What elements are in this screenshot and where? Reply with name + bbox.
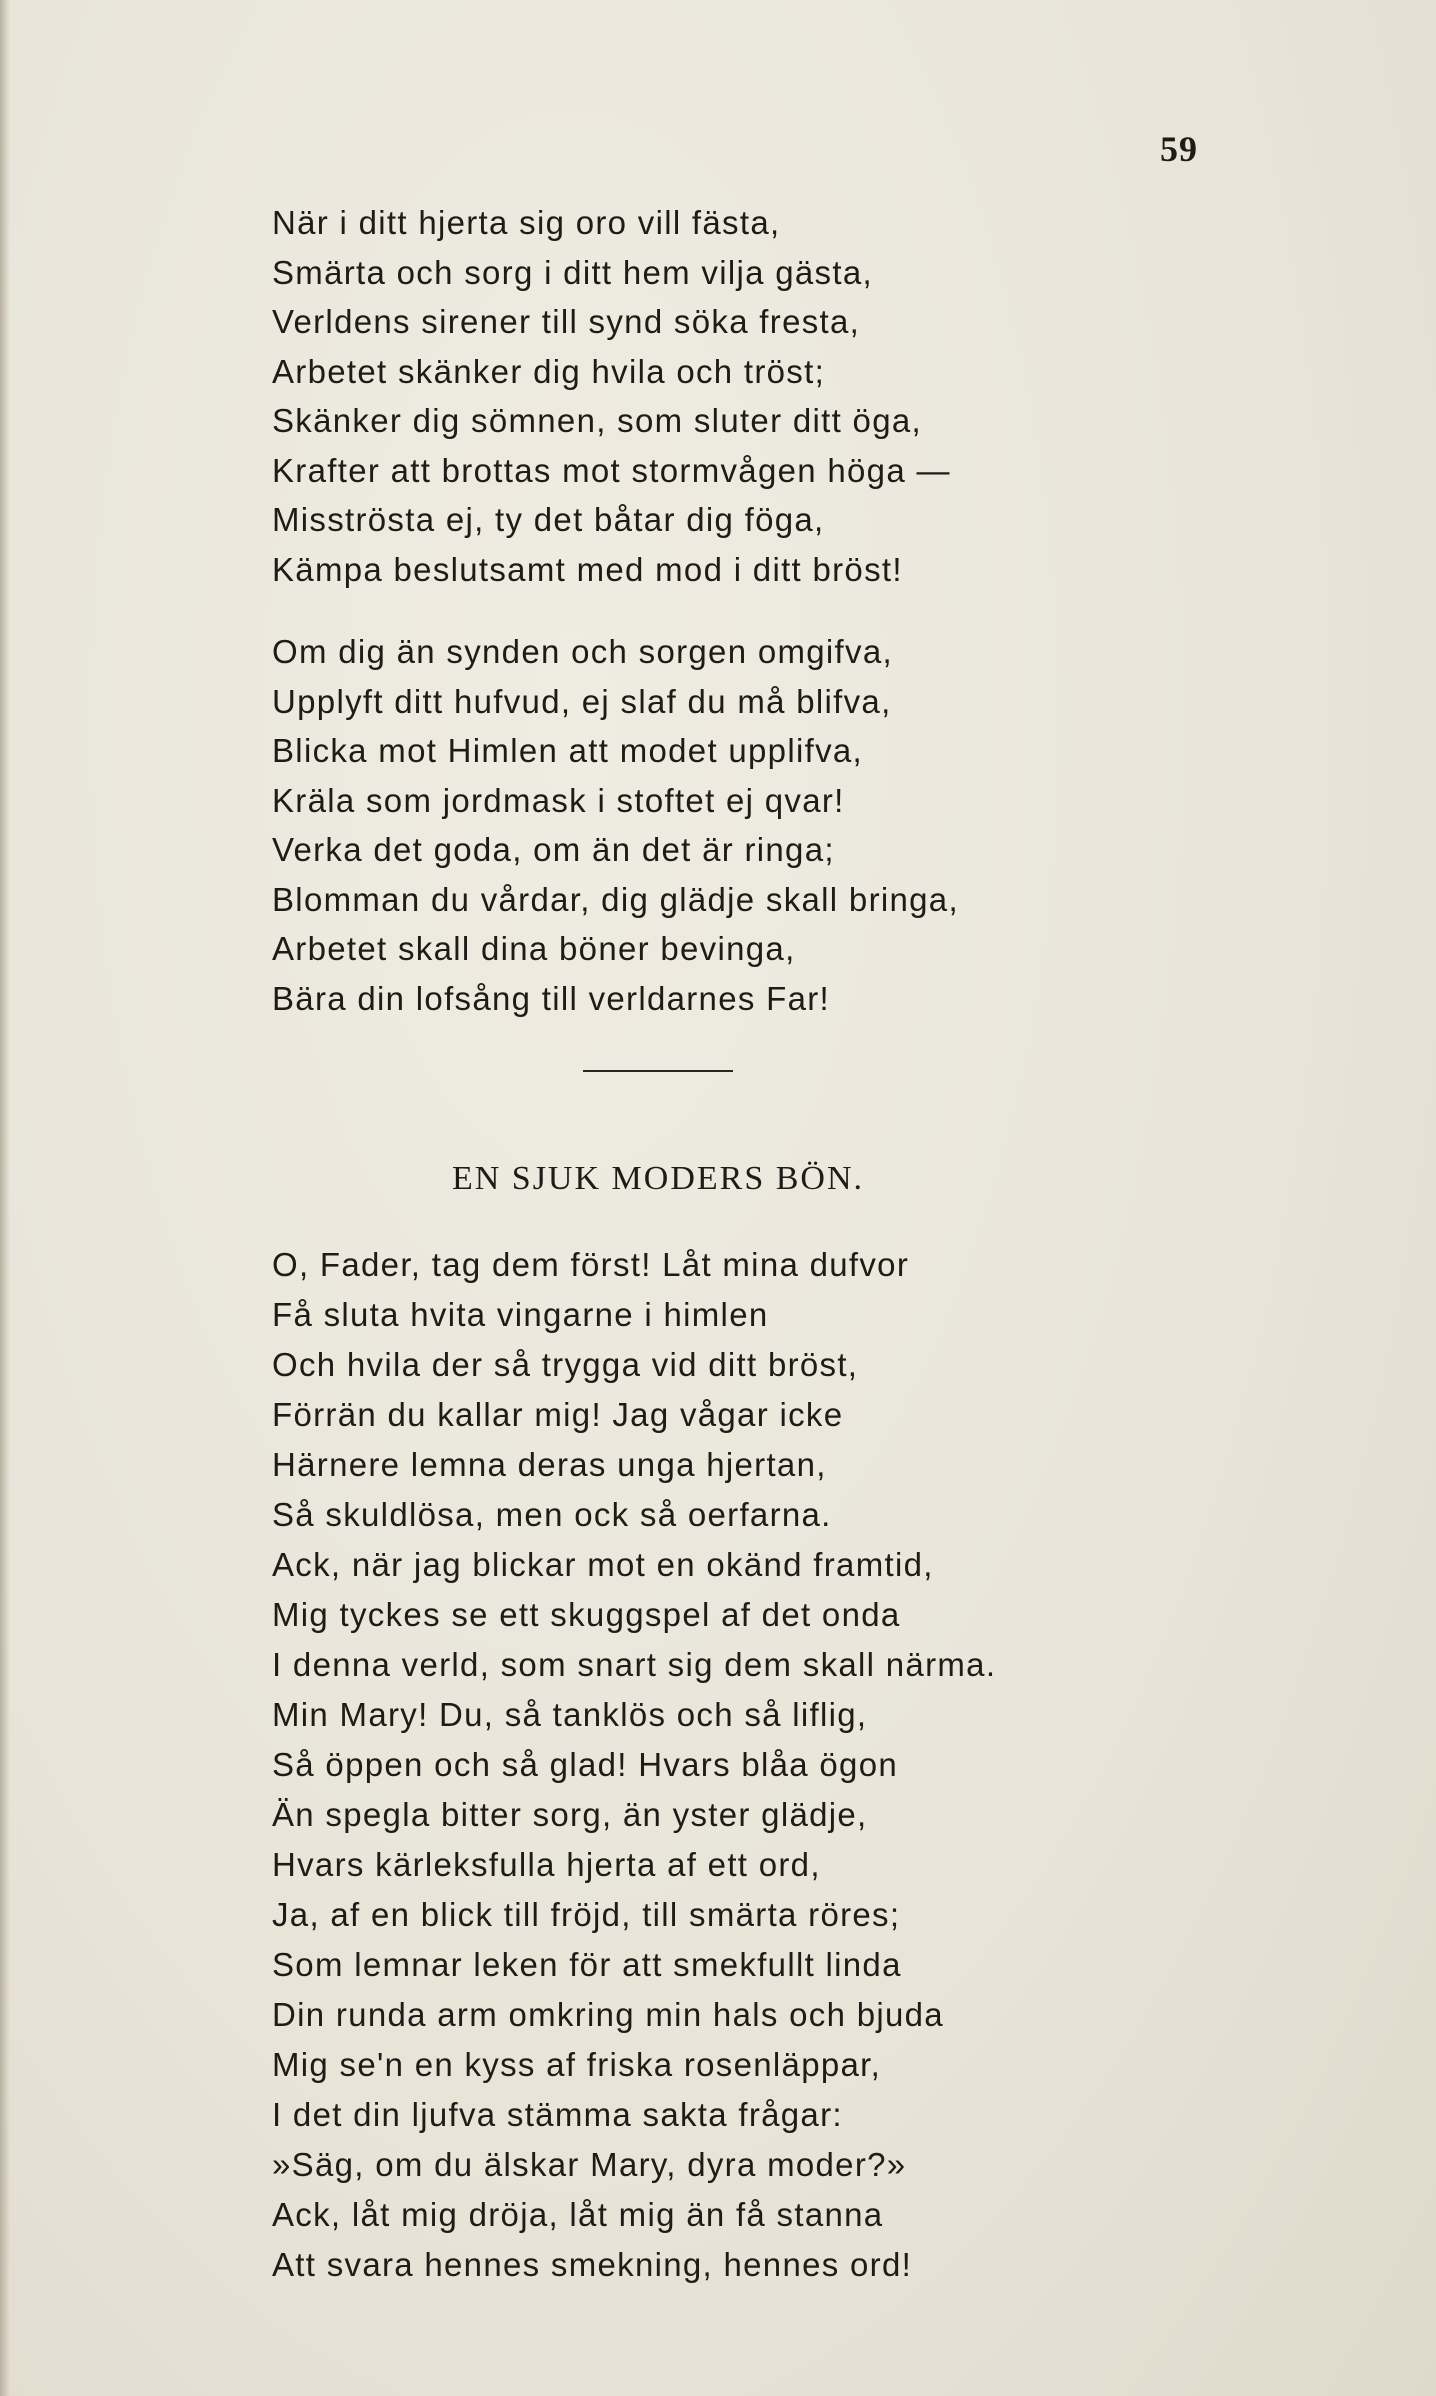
poem-line: Skänker dig sömnen, som sluter ditt öga,: [272, 402, 922, 439]
poem-line: Din runda arm omkring min hals och bjuda: [272, 1996, 944, 2033]
poem-line: I det din ljufva stämma sakta frågar:: [272, 2096, 843, 2133]
poem-line: Om dig än synden och sorgen omgifva,: [272, 633, 893, 670]
section-divider: [583, 1070, 733, 1072]
poem-line: »Säg, om du älskar Mary, dyra moder?»: [272, 2146, 907, 2183]
poem-line: Ack, när jag blickar mot en okänd framtid,: [272, 1546, 934, 1583]
poem-line: Ja, af en blick till fröjd, till smärta röres;: [272, 1896, 901, 1933]
poem-line: Kräla som jordmask i stoftet ej qvar!: [272, 781, 845, 819]
poem-line: Smärta och sorg i ditt hem vilja gästa,: [272, 253, 873, 291]
poem-stanza-1: [272, 198, 951, 594]
poem-line: Att svara hennes smekning, hennes ord!: [272, 2246, 913, 2283]
page-number: 59: [1160, 129, 1198, 169]
poem-line: Kämpa beslutsamt med mod i ditt bröst!: [272, 550, 903, 588]
poem-line: Min Mary! Du, så tanklös och så liflig,: [272, 1696, 868, 1733]
poem-line: Blomman du vårdar, dig glädje skall bringa,: [272, 880, 959, 918]
poem-line: Arbetet skänker dig hvila och tröst;: [272, 352, 826, 390]
poem-line: Verka det goda, om än det är ringa;: [272, 831, 835, 868]
poem-line: Så skuldlösa, men ock så oerfarna.: [272, 1496, 832, 1533]
poem-stanza-2: [272, 627, 959, 1023]
poem-line: Få sluta hvita vingarne i himlen: [272, 1296, 769, 1333]
page-binding-shadow: [0, 0, 10, 2396]
poem-line: Hvars kärleksfulla hjerta af ett ord,: [272, 1846, 821, 1883]
poem-line: O, Fader, tag dem först! Låt mina dufvor: [272, 1246, 910, 1283]
section-title: EN SJUK MODERS BÖN.: [451, 1160, 865, 1197]
poem-line: Och hvila der så trygga vid ditt bröst,: [272, 1346, 859, 1383]
poem-line: Som lemnar leken för att smekfullt linda: [272, 1946, 902, 1983]
poem-line: Arbetet skall dina böner bevinga,: [272, 930, 796, 967]
poem-line: Blicka mot Himlen att modet upplifva,: [272, 732, 863, 769]
poem-line: Ack, låt mig dröja, låt mig än få stanna: [272, 2196, 884, 2233]
poem-line: Verldens sirener till synd söka fresta,: [272, 303, 861, 340]
poem-line: Misströsta ej, ty det båtar dig föga,: [272, 501, 825, 538]
poem-line: Krafter att brottas mot stormvågen höga —: [272, 451, 951, 489]
poem-line: Bära din lofsång till verldarnes Far!: [272, 979, 831, 1017]
poem-line: Så öppen och så glad! Hvars blåa ögon: [272, 1746, 899, 1783]
poem-line: Härnere lemna deras unga hjertan,: [272, 1446, 827, 1483]
poem-line: Mig tyckes se ett skuggspel af det onda: [272, 1596, 901, 1633]
poem-line: Upplyft ditt hufvud, ej slaf du må blifva,: [272, 682, 892, 720]
poem-line: I denna verld, som snart sig dem skall närma.: [272, 1646, 997, 1683]
poem-line: Mig se'n en kyss af friska rosenläppar,: [272, 2046, 882, 2083]
poem-line: Än spegla bitter sorg, än yster glädje,: [272, 1796, 868, 1833]
poem-line: Förrän du kallar mig! Jag vågar icke: [272, 1396, 844, 1433]
poem-stanza-3: [272, 1240, 996, 2290]
poem-line: När i ditt hjerta sig oro vill fästa,: [272, 204, 781, 241]
